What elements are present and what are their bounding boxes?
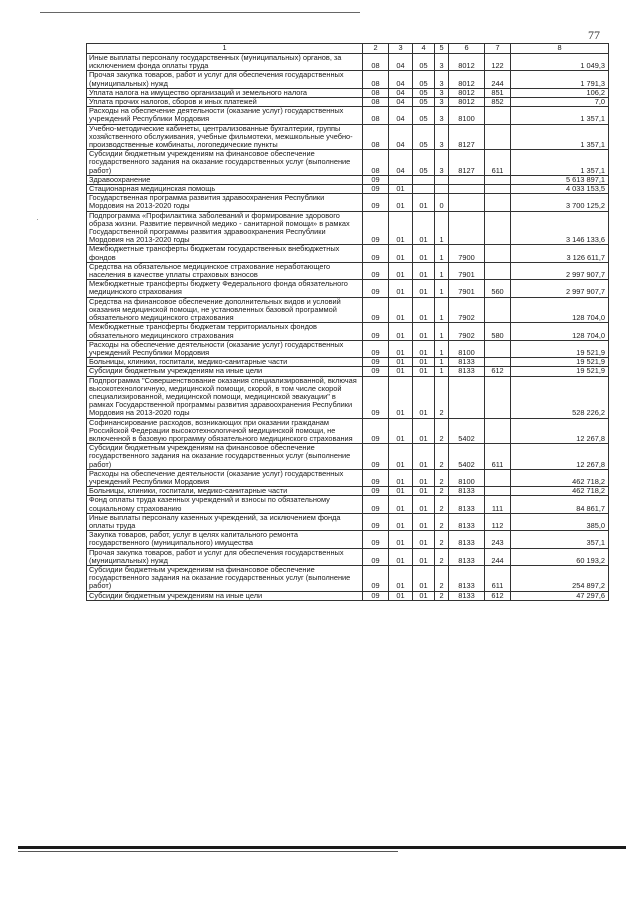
row-amount: 84 861,7 xyxy=(511,496,609,513)
row-amount: 128 704,0 xyxy=(511,297,609,323)
row-subsection: 04 xyxy=(389,107,413,124)
table-row xyxy=(87,565,609,591)
row-subprogram: 2 xyxy=(435,496,449,513)
row-name: Межбюджетные трансферты бюджету Федерального фонда обязательного медицинского страхования xyxy=(87,280,363,297)
row-expense-type xyxy=(485,262,511,279)
row-expense-type: 560 xyxy=(485,280,511,297)
row-expense-type: 612 xyxy=(485,591,511,600)
row-section: 09 xyxy=(363,444,389,470)
row-amount: 3 126 611,7 xyxy=(511,245,609,262)
row-section: 09 xyxy=(363,340,389,357)
row-amount: 4 033 153,5 xyxy=(511,185,609,194)
row-program: 01 xyxy=(413,262,435,279)
row-name: Стационарная медицинская помощь xyxy=(87,185,363,194)
row-subprogram: 2 xyxy=(435,565,449,591)
row-subsection: 01 xyxy=(389,531,413,548)
row-section: 09 xyxy=(363,185,389,194)
row-section: 09 xyxy=(363,418,389,444)
row-target-code: 7902 xyxy=(449,297,485,323)
table-header-row xyxy=(87,44,609,54)
table-row xyxy=(87,107,609,124)
row-section: 08 xyxy=(363,124,389,150)
row-subsection: 01 xyxy=(389,565,413,591)
row-subprogram: 2 xyxy=(435,376,449,418)
table-row xyxy=(87,150,609,176)
row-name: Уплата прочих налогов, сборов и иных платежей xyxy=(87,98,363,107)
header-cell: 4 xyxy=(413,44,435,54)
table-row xyxy=(87,194,609,211)
row-amount: 528 226,2 xyxy=(511,376,609,418)
row-subprogram: 1 xyxy=(435,211,449,245)
row-section: 09 xyxy=(363,513,389,530)
row-target-code: 8012 xyxy=(449,98,485,107)
row-expense-type xyxy=(485,124,511,150)
row-subsection: 01 xyxy=(389,591,413,600)
row-expense-type: 112 xyxy=(485,513,511,530)
row-subsection: 01 xyxy=(389,245,413,262)
bottom-edge-line-thin xyxy=(18,851,398,852)
row-target-code xyxy=(449,211,485,245)
row-amount: 12 267,8 xyxy=(511,444,609,470)
row-expense-type xyxy=(485,194,511,211)
row-expense-type xyxy=(485,175,511,184)
row-subprogram: 2 xyxy=(435,591,449,600)
row-target-code xyxy=(449,194,485,211)
row-program: 01 xyxy=(413,245,435,262)
row-name: Уплата налога на имущество организаций и земельного налога xyxy=(87,88,363,97)
row-subprogram: 2 xyxy=(435,531,449,548)
row-name: Больницы, клиники, госпитали, медико-санитарные части xyxy=(87,487,363,496)
row-subprogram: 3 xyxy=(435,124,449,150)
row-subprogram: 1 xyxy=(435,280,449,297)
row-amount: 2 997 907,7 xyxy=(511,280,609,297)
row-name: Субсидии бюджетным учреждениям на иные цели xyxy=(87,591,363,600)
page-number: 77 xyxy=(588,28,600,42)
row-name: Расходы на обеспечение деятельности (оказание услуг) государственных учреждений Республики Мордовия xyxy=(87,469,363,486)
row-program: 01 xyxy=(413,376,435,418)
row-name: Прочая закупка товаров, работ и услуг для обеспечения государственных (муниципальных) нужд xyxy=(87,548,363,565)
row-amount: 254 897,2 xyxy=(511,565,609,591)
row-target-code: 8012 xyxy=(449,54,485,71)
row-program: 01 xyxy=(413,340,435,357)
row-target-code: 8133 xyxy=(449,367,485,376)
row-program: 05 xyxy=(413,150,435,176)
row-program: 05 xyxy=(413,54,435,71)
table-row xyxy=(87,340,609,357)
bottom-edge-line xyxy=(18,846,626,849)
row-program: 01 xyxy=(413,367,435,376)
header-cell: 3 xyxy=(389,44,413,54)
table-row xyxy=(87,245,609,262)
row-subsection: 01 xyxy=(389,418,413,444)
row-amount: 106,2 xyxy=(511,88,609,97)
row-subprogram: 3 xyxy=(435,71,449,88)
row-name: Подпрограмма «Профилактика заболеваний и формирование здорового образа жизни. Развитие первичной медико - санитарной помощи» в рамках Государственной программы развития здравоохранения Республики Мордовия на 2013-2020 годы xyxy=(87,211,363,245)
row-section: 08 xyxy=(363,107,389,124)
row-name: Прочая закупка товаров, работ и услуг для обеспечения государственных (муниципальных) нужд xyxy=(87,71,363,88)
table-row xyxy=(87,496,609,513)
row-amount: 7,0 xyxy=(511,98,609,107)
table-row xyxy=(87,591,609,600)
row-section: 08 xyxy=(363,71,389,88)
table-row xyxy=(87,71,609,88)
row-subprogram: 0 xyxy=(435,194,449,211)
row-amount: 12 267,8 xyxy=(511,418,609,444)
row-subprogram: 1 xyxy=(435,262,449,279)
table-row xyxy=(87,513,609,530)
row-section: 09 xyxy=(363,245,389,262)
row-amount: 385,0 xyxy=(511,513,609,530)
row-amount: 1 791,3 xyxy=(511,71,609,88)
row-program: 01 xyxy=(413,487,435,496)
row-program: 05 xyxy=(413,107,435,124)
row-target-code: 8012 xyxy=(449,71,485,88)
row-program: 05 xyxy=(413,88,435,97)
row-amount: 19 521,9 xyxy=(511,358,609,367)
row-subprogram: 1 xyxy=(435,245,449,262)
row-section: 09 xyxy=(363,376,389,418)
row-name: Закупка товаров, работ, услуг в целях капитального ремонта государственного (муниципального) имущества xyxy=(87,531,363,548)
row-target-code: 8100 xyxy=(449,107,485,124)
row-target-code: 8127 xyxy=(449,150,485,176)
row-name: Расходы на обеспечение деятельности (оказание услуг) государственных учреждений Республики Мордовия xyxy=(87,340,363,357)
row-section: 09 xyxy=(363,358,389,367)
row-program: 01 xyxy=(413,591,435,600)
margin-mark: · xyxy=(36,214,39,224)
row-program: 01 xyxy=(413,548,435,565)
row-section: 09 xyxy=(363,531,389,548)
header-cell: 6 xyxy=(449,44,485,54)
row-target-code: 7901 xyxy=(449,280,485,297)
row-expense-type: 580 xyxy=(485,323,511,340)
row-target-code: 8133 xyxy=(449,487,485,496)
row-target-code: 8133 xyxy=(449,513,485,530)
row-program: 01 xyxy=(413,323,435,340)
row-target-code: 7901 xyxy=(449,262,485,279)
row-target-code: 8100 xyxy=(449,469,485,486)
row-expense-type: 122 xyxy=(485,54,511,71)
table-row xyxy=(87,297,609,323)
row-expense-type: 612 xyxy=(485,367,511,376)
row-section: 09 xyxy=(363,496,389,513)
row-section: 08 xyxy=(363,150,389,176)
row-subprogram: 3 xyxy=(435,98,449,107)
row-target-code xyxy=(449,376,485,418)
row-section: 09 xyxy=(363,211,389,245)
row-expense-type xyxy=(485,418,511,444)
row-section: 09 xyxy=(363,591,389,600)
row-program: 01 xyxy=(413,418,435,444)
row-name: Межбюджетные трансферты бюджетам территориальных фондов обязательного медицинского страхования xyxy=(87,323,363,340)
row-amount: 47 297,6 xyxy=(511,591,609,600)
row-expense-type: 244 xyxy=(485,548,511,565)
header-cell: 7 xyxy=(485,44,511,54)
top-edge-line xyxy=(40,12,360,13)
row-subsection: 01 xyxy=(389,367,413,376)
row-program: 01 xyxy=(413,358,435,367)
row-subsection: 01 xyxy=(389,487,413,496)
budget-table xyxy=(86,43,609,601)
row-subsection: 01 xyxy=(389,496,413,513)
row-target-code: 8100 xyxy=(449,340,485,357)
row-program: 01 xyxy=(413,565,435,591)
row-program xyxy=(413,175,435,184)
row-program: 01 xyxy=(413,496,435,513)
row-target-code: 8012 xyxy=(449,88,485,97)
row-expense-type: 851 xyxy=(485,88,511,97)
row-subsection: 01 xyxy=(389,469,413,486)
row-subprogram: 2 xyxy=(435,487,449,496)
row-section: 09 xyxy=(363,194,389,211)
row-subprogram: 1 xyxy=(435,297,449,323)
row-expense-type xyxy=(485,487,511,496)
header-cell: 2 xyxy=(363,44,389,54)
row-section: 09 xyxy=(363,323,389,340)
row-subprogram: 3 xyxy=(435,54,449,71)
row-target-code: 8127 xyxy=(449,124,485,150)
table-row xyxy=(87,376,609,418)
table-row xyxy=(87,367,609,376)
row-name: Иные выплаты персоналу казенных учреждений, за исключением фонда оплаты труда xyxy=(87,513,363,530)
row-name: Средства на финансовое обеспечение дополнительных видов и условий оказания медицинской помощи, не установленных базовой программой обязательного медицинского страхования xyxy=(87,297,363,323)
row-target-code: 8133 xyxy=(449,548,485,565)
row-target-code: 8133 xyxy=(449,358,485,367)
row-name: Фонд оплаты труда казенных учреждений и взносы по обязательному социальному страхованию xyxy=(87,496,363,513)
row-section: 09 xyxy=(363,367,389,376)
row-amount: 60 193,2 xyxy=(511,548,609,565)
row-target-code xyxy=(449,175,485,184)
row-subsection: 04 xyxy=(389,124,413,150)
row-name: Учебно-методические кабинеты, централизованные бухгалтерии, группы хозяйственного обслуживания, учебные фильмотеки, межшкольные учебно-производственные комбинаты, логопедические пункты xyxy=(87,124,363,150)
row-amount: 1 049,3 xyxy=(511,54,609,71)
row-amount: 5 613 897,1 xyxy=(511,175,609,184)
row-expense-type xyxy=(485,469,511,486)
row-program: 01 xyxy=(413,297,435,323)
row-target-code: 8133 xyxy=(449,591,485,600)
row-program: 01 xyxy=(413,531,435,548)
row-program: 01 xyxy=(413,194,435,211)
row-section: 09 xyxy=(363,262,389,279)
row-program: 05 xyxy=(413,71,435,88)
row-subsection: 01 xyxy=(389,548,413,565)
row-amount: 1 357,1 xyxy=(511,107,609,124)
row-subprogram: 1 xyxy=(435,340,449,357)
row-program: 05 xyxy=(413,124,435,150)
row-amount: 1 357,1 xyxy=(511,124,609,150)
row-subsection: 04 xyxy=(389,98,413,107)
row-section: 09 xyxy=(363,280,389,297)
row-name: Субсидии бюджетным учреждениям на иные цели xyxy=(87,367,363,376)
row-expense-type: 611 xyxy=(485,444,511,470)
row-amount: 2 997 907,7 xyxy=(511,262,609,279)
row-subsection: 01 xyxy=(389,358,413,367)
row-program: 05 xyxy=(413,98,435,107)
table-row xyxy=(87,469,609,486)
row-subprogram: 1 xyxy=(435,323,449,340)
table-row xyxy=(87,548,609,565)
header-cell: 8 xyxy=(511,44,609,54)
row-subprogram: 3 xyxy=(435,150,449,176)
row-name: Субсидии бюджетным учреждениям на финансовое обеспечение государственного задания на оказание государственных услуг (выполнение работ) xyxy=(87,444,363,470)
row-program: 01 xyxy=(413,211,435,245)
table-row xyxy=(87,262,609,279)
table-row xyxy=(87,124,609,150)
row-target-code: 5402 xyxy=(449,444,485,470)
row-subprogram: 2 xyxy=(435,548,449,565)
row-expense-type: 111 xyxy=(485,496,511,513)
row-subprogram xyxy=(435,185,449,194)
row-target-code: 8133 xyxy=(449,565,485,591)
row-name: Софинансирование расходов, возникающих при оказании гражданам Российской Федерации высокотехнологичной медицинской помощи, не включенной в базовую программу обязательного медицинского страхования xyxy=(87,418,363,444)
row-expense-type: 611 xyxy=(485,565,511,591)
row-target-code: 7902 xyxy=(449,323,485,340)
row-expense-type xyxy=(485,211,511,245)
table-row xyxy=(87,531,609,548)
row-target-code xyxy=(449,185,485,194)
row-section: 08 xyxy=(363,98,389,107)
row-subsection: 01 xyxy=(389,376,413,418)
row-subsection: 01 xyxy=(389,280,413,297)
row-section: 09 xyxy=(363,297,389,323)
row-amount: 462 718,2 xyxy=(511,469,609,486)
row-expense-type: 852 xyxy=(485,98,511,107)
row-section: 09 xyxy=(363,565,389,591)
row-subprogram: 3 xyxy=(435,88,449,97)
row-subprogram xyxy=(435,175,449,184)
row-expense-type xyxy=(485,245,511,262)
row-name: Средства на обязательное медицинское страхование неработающего населения в качестве уплаты страховых взносов xyxy=(87,262,363,279)
row-subsection: 04 xyxy=(389,88,413,97)
row-subprogram: 1 xyxy=(435,358,449,367)
row-program: 01 xyxy=(413,469,435,486)
row-name: Больницы, клиники, госпитали, медико-санитарные части xyxy=(87,358,363,367)
row-subprogram: 1 xyxy=(435,367,449,376)
row-amount: 19 521,9 xyxy=(511,367,609,376)
row-subsection: 01 xyxy=(389,262,413,279)
row-section: 09 xyxy=(363,487,389,496)
row-subsection: 01 xyxy=(389,185,413,194)
row-expense-type: 611 xyxy=(485,150,511,176)
row-program: 01 xyxy=(413,444,435,470)
row-target-code: 8133 xyxy=(449,531,485,548)
row-name: Иные выплаты персоналу государственных (муниципальных) органов, за исключением фонда оплаты труда xyxy=(87,54,363,71)
row-subsection: 01 xyxy=(389,340,413,357)
row-subprogram: 2 xyxy=(435,444,449,470)
row-expense-type: 244 xyxy=(485,71,511,88)
row-name: Здравоохранение xyxy=(87,175,363,184)
table-row xyxy=(87,418,609,444)
row-amount: 3 146 133,6 xyxy=(511,211,609,245)
row-subprogram: 2 xyxy=(435,469,449,486)
row-subsection: 01 xyxy=(389,211,413,245)
row-amount: 1 357,1 xyxy=(511,150,609,176)
row-expense-type xyxy=(485,340,511,357)
row-subsection: 04 xyxy=(389,54,413,71)
row-name: Расходы на обеспечение деятельности (оказание услуг) государственных учреждений Республики Мордовия xyxy=(87,107,363,124)
row-subprogram: 3 xyxy=(435,107,449,124)
budget-table-container xyxy=(86,43,608,601)
row-subprogram: 2 xyxy=(435,513,449,530)
table-row xyxy=(87,54,609,71)
header-cell: 1 xyxy=(87,44,363,54)
row-section: 09 xyxy=(363,548,389,565)
row-amount: 128 704,0 xyxy=(511,323,609,340)
row-name: Государственная программа развития здравоохранения Республики Мордовия на 2013-2020 годы xyxy=(87,194,363,211)
header-cell: 5 xyxy=(435,44,449,54)
row-name: Подпрограмма "Совершенствование оказания специализированной, включая высокотехнологичную, медицинской помощи, скорой, в том числе скорой специализированной, медицинской помощи, медицинской эвакуации" в рамках Государственной программы развития здравоохранения Республики Мордовия на 2013-2020 годы xyxy=(87,376,363,418)
table-row xyxy=(87,211,609,245)
row-section: 09 xyxy=(363,469,389,486)
row-expense-type xyxy=(485,297,511,323)
table-row xyxy=(87,280,609,297)
row-amount: 357,1 xyxy=(511,531,609,548)
row-amount: 3 700 125,2 xyxy=(511,194,609,211)
row-subsection: 04 xyxy=(389,150,413,176)
row-program xyxy=(413,185,435,194)
row-program: 01 xyxy=(413,280,435,297)
table-body xyxy=(87,54,609,601)
row-subprogram: 2 xyxy=(435,418,449,444)
row-section: 08 xyxy=(363,54,389,71)
row-name: Субсидии бюджетным учреждениям на финансовое обеспечение государственного задания на оказание государственных услуг (выполнение работ) xyxy=(87,150,363,176)
row-target-code: 7900 xyxy=(449,245,485,262)
row-target-code: 5402 xyxy=(449,418,485,444)
row-subsection: 01 xyxy=(389,194,413,211)
row-name: Межбюджетные трансферты бюджетам государственных внебюджетных фондов xyxy=(87,245,363,262)
row-amount: 19 521,9 xyxy=(511,340,609,357)
row-section: 09 xyxy=(363,175,389,184)
row-subsection: 01 xyxy=(389,513,413,530)
row-expense-type xyxy=(485,107,511,124)
row-subsection: 01 xyxy=(389,323,413,340)
row-name: Субсидии бюджетным учреждениям на финансовое обеспечение государственного задания на оказание государственных услуг (выполнение работ) xyxy=(87,565,363,591)
row-subsection: 01 xyxy=(389,297,413,323)
row-expense-type xyxy=(485,185,511,194)
row-target-code: 8133 xyxy=(449,496,485,513)
row-subsection: 04 xyxy=(389,71,413,88)
row-expense-type xyxy=(485,376,511,418)
row-expense-type: 243 xyxy=(485,531,511,548)
row-subsection: 01 xyxy=(389,444,413,470)
table-row xyxy=(87,323,609,340)
row-section: 08 xyxy=(363,88,389,97)
table-row xyxy=(87,444,609,470)
row-amount: 462 718,2 xyxy=(511,487,609,496)
row-program: 01 xyxy=(413,513,435,530)
